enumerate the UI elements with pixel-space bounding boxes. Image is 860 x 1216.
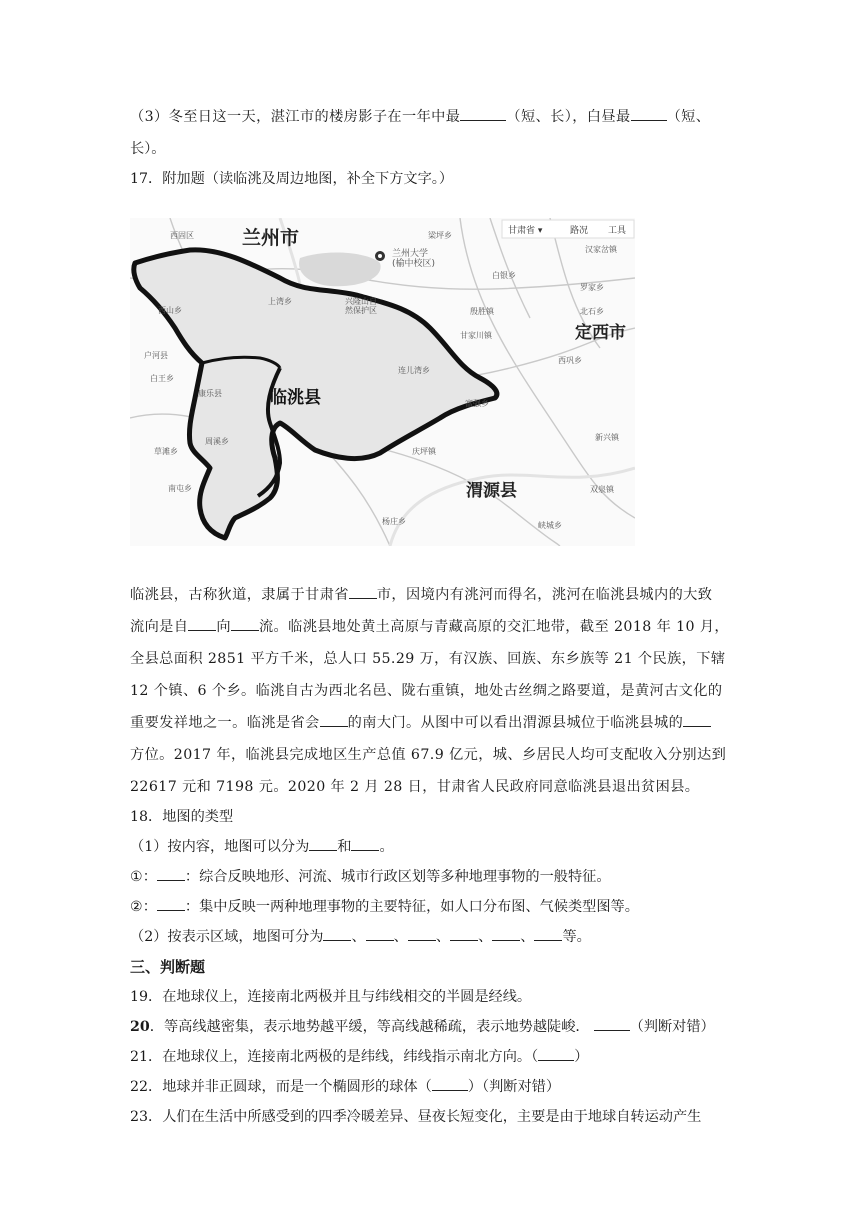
q18-sub2: [130, 926, 735, 948]
q16-3-text-a: （3）冬至日这一天，湛江市的楼房影子在一年中最: [130, 109, 461, 125]
answer-blank[interactable]: [366, 926, 394, 941]
label-dingxi: 定西市: [575, 323, 626, 343]
answer-blank[interactable]: [188, 616, 216, 631]
label-shuangquan: 双泉镇: [590, 485, 614, 494]
separator: 、: [435, 929, 451, 945]
q18-choice1: [130, 866, 735, 888]
separator: 、: [393, 929, 408, 945]
answer-blank[interactable]: [231, 616, 259, 631]
passage-text: 市，因境内有洮河而得名，洮河在临洮县城内的大致: [376, 587, 713, 603]
passage-line-4: 12 个镇、6 个乡。临洮自古为西北名邑、陇右重镇，地处古丝绸之路要道，是黄河古文化的: [130, 683, 723, 699]
answer-blank[interactable]: [157, 866, 185, 881]
q16-3-text-b: （短、长），白昼最: [506, 109, 631, 125]
label-baiwang: 白王乡: [150, 374, 174, 383]
passage-line-3: 全县总面积 2851 平方千米，总人口 55.29 万，有汉族、回族、东乡族等 21 个民族，下辖: [130, 651, 726, 667]
q18-text: ：综合反映地形、河流、城市行政区划等多种地理事物的一般特征。: [184, 869, 611, 885]
label-hanjiacha: 汉家岔镇: [585, 245, 617, 254]
answer-blank[interactable]: [683, 712, 711, 727]
label-yinsheng: 殷胜镇: [470, 307, 494, 316]
q20: [130, 1016, 735, 1038]
q18-text: （2）按表示区域，地图可分为: [130, 929, 324, 945]
q18-heading: 18．地图的类型: [130, 809, 234, 825]
answer-blank[interactable]: [323, 926, 351, 941]
label-caotan: 草滩乡: [154, 447, 178, 456]
q18-text: ①：: [130, 869, 157, 885]
label-zhouxi: 周溪乡: [205, 437, 229, 446]
answer-blank[interactable]: [432, 1076, 468, 1091]
q18-text: 和: [337, 839, 352, 855]
label-ganjiachuan: 甘家川镇: [460, 331, 492, 340]
label-weiyuan: 渭源县: [466, 481, 517, 501]
traffic-button[interactable]: 路况: [570, 226, 589, 236]
label-luojia: 罗家乡: [580, 283, 604, 292]
label-shangwan: 上湾乡: [268, 297, 292, 306]
passage-text: 重要发祥地之一。临洮是省会: [130, 715, 320, 731]
answer-blank[interactable]: [349, 584, 377, 599]
question-number: 20: [130, 1019, 150, 1035]
q16-3-text-c: （短、: [666, 109, 711, 125]
label-xishan: 西山乡: [158, 306, 182, 315]
label-univ2: (榆中校区): [392, 259, 436, 269]
q18-text: ②：: [130, 899, 157, 915]
label-fuqiang: 富强乡: [465, 399, 489, 408]
q22: [130, 1076, 735, 1098]
answer-blank[interactable]: [351, 836, 379, 851]
q21-text: 21．在地球仪上，连接南北两极的是纬线，纬线指示南北方向。（: [130, 1049, 539, 1065]
label-lianerwan: 连儿湾乡: [398, 366, 430, 375]
q18-sub1: [130, 836, 735, 858]
label-lanzhou: 兰州市: [242, 227, 300, 249]
tools-button[interactable]: 工具: [608, 226, 627, 236]
answer-blank[interactable]: [450, 926, 478, 941]
answer-blank[interactable]: [534, 926, 562, 941]
map-toolbar[interactable]: [502, 220, 634, 238]
label-liangping: 梁坪乡: [428, 231, 452, 240]
q21: [130, 1046, 735, 1068]
q18-text: 。: [379, 839, 394, 855]
answer-blank[interactable]: [594, 1016, 630, 1031]
label-baiyin: 白银乡: [492, 271, 516, 280]
q18-choice2: [130, 896, 735, 918]
label-beishi: 北石乡: [580, 307, 604, 316]
q18-text: ：集中反映一两种地理事物的主要特征，如人口分布图、气候类型图等。: [184, 899, 639, 915]
answer-blank[interactable]: [320, 712, 348, 727]
answer-blank[interactable]: [157, 896, 185, 911]
answer-blank[interactable]: [492, 926, 520, 941]
passage-line-2: [130, 616, 735, 638]
q20-text: ．等高线越密集，表示地势越平缓，等高线越稀疏，表示地势越陡峻．: [149, 1019, 590, 1035]
label-univ1: 兰州大学: [392, 249, 429, 259]
separator: 、: [478, 929, 493, 945]
map-pin-icon: [375, 251, 385, 261]
answer-blank[interactable]: [408, 926, 436, 941]
q16-3-line1: [130, 106, 735, 128]
passage-line-5: [130, 712, 735, 734]
label-xinglong2: 然保护区: [345, 306, 377, 315]
q22-text: 22．地球并非正圆球，而是一个椭圆形的球体（: [130, 1079, 432, 1095]
passage-text: 流。临洮县地处黄土高原与青藏高原的交汇地带，截至 2018 年 10 月，: [258, 619, 730, 635]
separator: 、: [351, 929, 366, 945]
label-nantun: 南屯乡: [168, 484, 192, 493]
answer-blank[interactable]: [631, 106, 667, 121]
passage-text: 向: [216, 619, 231, 635]
q17-heading: 17．附加题（读临洮及周边地图，补全下方文字。）: [130, 171, 454, 187]
q18-text: 等。: [562, 929, 591, 945]
label-kangle: 康乐县: [198, 389, 222, 398]
q23: 23．人们在生活中所感受到的四季冷暖差异、昼夜长短变化，主要是由于地球自转运动产生: [130, 1109, 702, 1125]
q21-tail: ）: [574, 1049, 589, 1065]
map-graphic: [130, 218, 635, 546]
label-xiguqu: 西固区: [170, 231, 194, 240]
answer-blank[interactable]: [460, 106, 506, 121]
answer-blank[interactable]: [538, 1046, 574, 1061]
answer-blank[interactable]: [309, 836, 337, 851]
label-lintao: 临洮县: [270, 388, 321, 408]
passage-line-6: 方位。2017 年，临洮县完成地区生产总值 67.9 亿元，城、乡居民人均可支配收入分别达到: [130, 747, 727, 763]
passage-text: 流向是自: [130, 619, 189, 635]
label-xiacheng: 峡城乡: [538, 521, 562, 530]
passage-text: 的南大门。从图中可以看出渭源县城位于临洮县城的: [347, 715, 684, 731]
passage-text: 临洮县，古称狄道，隶属于甘肃省: [130, 587, 349, 603]
label-qingping: 庆坪镇: [412, 447, 436, 456]
separator: 、: [520, 929, 535, 945]
province-selector[interactable]: 甘肃省 ▾: [508, 226, 543, 236]
q20-tail: （判断对错）: [629, 1019, 715, 1035]
q18-text: （1）按内容，地图可以分为: [130, 839, 310, 855]
q16-3-line2: 长）。: [130, 141, 166, 157]
q22-tail: ）（判断对错）: [467, 1079, 561, 1095]
label-xinxing: 新兴镇: [595, 433, 619, 442]
label-xigong: 西巩乡: [558, 356, 582, 365]
lintao-map: [130, 218, 635, 546]
section-title-judgment: 三、判断题: [130, 958, 206, 976]
label-yangzhuang: 杨庄乡: [382, 517, 406, 526]
passage-line-1: [130, 584, 735, 606]
passage-line-7: 22617 元和 7198 元。2020 年 2 月 28 日，甘肃省人民政府同意临洮县退出贫困县。: [130, 779, 700, 795]
label-huhe: 户河县: [144, 351, 168, 360]
q19: 19．在地球仪上，连接南北两极并且与纬线相交的半圆是经线。: [130, 989, 532, 1005]
label-xinglong1: 兴隆山自: [345, 297, 377, 306]
